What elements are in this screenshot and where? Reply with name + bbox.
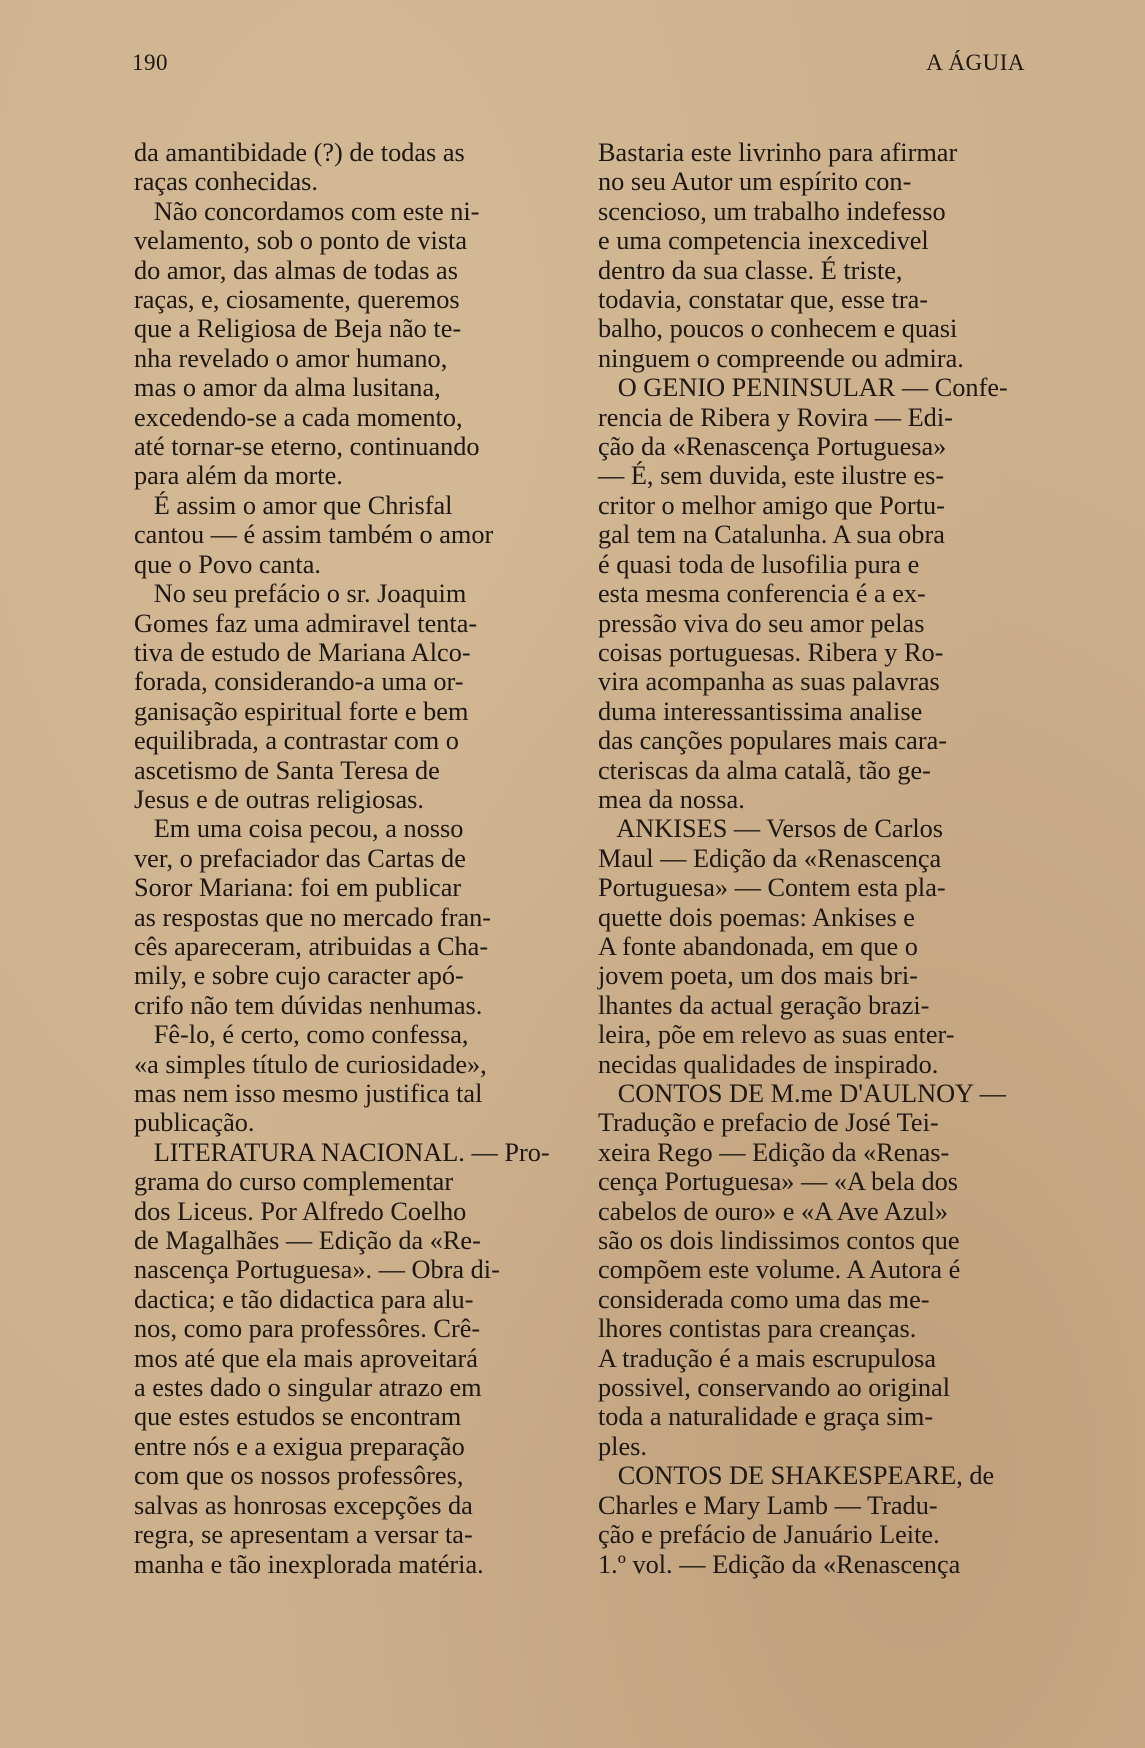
text-line: Gomes faz uma admiravel tenta-	[134, 608, 478, 638]
text-line: que a Religiosa de Beja não te-	[134, 314, 462, 344]
text-line: critor o melhor amigo que Portu-	[598, 490, 945, 520]
text-line: forada, considerando-a uma or-	[134, 667, 464, 697]
text-line: xeira Rego — Edição da «Renas-	[598, 1137, 950, 1167]
text-line: mily, e sobre cujo caracter apó-	[134, 961, 464, 991]
text-line: gal tem na Catalunha. A sua obra	[598, 520, 945, 550]
text-line: Jesus e de outras religiosas.	[134, 784, 424, 814]
text-line: no seu Autor um espírito con-	[598, 167, 912, 197]
text-line: — É, sem duvida, este ilustre es-	[598, 461, 945, 491]
text-line: ganisação espiritual forte e bem	[134, 696, 469, 726]
text-line: possivel, conservando ao original	[598, 1373, 951, 1403]
text-line: tiva de estudo de Mariana Alco-	[134, 637, 471, 667]
text-line: «a simples título de curiosidade»,	[134, 1049, 487, 1079]
text-line: ninguem o compreende ou admira.	[598, 343, 964, 373]
text-line: É assim o amor que Chrisfal	[134, 490, 453, 520]
text-line: No seu prefácio o sr. Joaquim	[134, 579, 467, 609]
text-line: ascetismo de Santa Teresa de	[134, 755, 440, 785]
text-line: nos, como para professôres. Crê-	[134, 1314, 481, 1344]
text-line: toda a naturalidade e graça sim-	[598, 1402, 934, 1432]
text-line: Charles e Mary Lamb — Tradu-	[598, 1490, 938, 1520]
text-line: cença Portuguesa» — «A bela dos	[598, 1167, 959, 1197]
text-line: mos até que ela mais aproveitará	[134, 1343, 478, 1373]
text-line: pressão viva do seu amor pelas	[598, 608, 925, 638]
text-line: necidas qualidades de inspirado.	[598, 1049, 939, 1079]
text-line: CONTOS DE SHAKESPEARE, de	[598, 1461, 995, 1491]
text-line: as respostas que no mercado fran-	[134, 902, 492, 932]
text-line: que o Povo canta.	[134, 549, 321, 579]
text-line: vira acompanha as suas palavras	[598, 667, 940, 697]
text-line: nascença Portuguesa». — Obra di-	[134, 1255, 500, 1285]
text-line: do amor, das almas de todas as	[134, 255, 458, 285]
text-line: Portuguesa» — Contem esta pla-	[598, 873, 946, 903]
text-line: scencioso, um trabalho indefesso	[598, 196, 946, 226]
page-number: 190	[132, 50, 168, 75]
text-line: salvas as honrosas excepções da	[134, 1490, 473, 1520]
text-line: A tradução é a mais escrupulosa	[598, 1343, 937, 1373]
text-line: crifo não tem dúvidas nenhumas.	[134, 990, 483, 1020]
text-line: a estes dado o singular atrazo em	[134, 1373, 482, 1403]
text-line: cantou — é assim também o amor	[134, 520, 494, 550]
text-line: dentro da sua classe. É triste,	[598, 255, 903, 285]
text-line: quette dois poemas: Ankises e	[598, 902, 915, 932]
text-line: Não concordamos com este ni-	[134, 196, 480, 226]
text-line: para além da morte.	[134, 461, 343, 491]
text-line: equilibrada, a contrastar com o	[134, 726, 459, 756]
text-line: Tradução e prefacio de José Tei-	[598, 1108, 939, 1138]
text-line: ção e prefácio de Januário Leite.	[598, 1520, 940, 1550]
text-line: jovem poeta, um dos mais bri-	[598, 961, 918, 991]
text-line: dos Liceus. Por Alfredo Coelho	[134, 1196, 467, 1226]
text-line: CONTOS DE M.me D'AULNOY —	[598, 1079, 1006, 1108]
text-line: esta mesma conferencia é a ex-	[598, 579, 926, 609]
text-line: ANKISES — Versos de Carlos	[598, 814, 944, 844]
text-line: manha e tão inexplorada matéria.	[134, 1549, 484, 1579]
text-line: O GENIO PENINSULAR — Confe-	[598, 373, 1008, 403]
text-line: Bastaria este livrinho para afirmar	[598, 138, 958, 167]
text-line: Fê-lo, é certo, como confessa,	[134, 1020, 469, 1050]
text-line: dactica; e tão didactica para alu-	[134, 1284, 474, 1314]
text-line: ples.	[598, 1431, 647, 1461]
text-line: da amantibidade (?) de todas as	[134, 138, 465, 167]
text-line: rencia de Ribera y Rovira — Edi-	[598, 402, 953, 432]
text-line: velamento, sob o ponto de vista	[134, 226, 468, 256]
text-line: de Magalhães — Edição da «Re-	[134, 1226, 481, 1256]
text-line: lhantes da actual geração brazi-	[598, 990, 930, 1020]
text-line: A fonte abandonada, em que o	[598, 931, 918, 961]
text-line: nha revelado o amor humano,	[134, 343, 448, 373]
text-line: ção da «Renascença Portuguesa»	[598, 432, 947, 462]
text-line: até tornar-se eterno, continuando	[134, 432, 480, 462]
text-line: regra, se apresentam a versar ta-	[134, 1520, 473, 1550]
text-line: coisas portuguesas. Ribera y Ro-	[598, 637, 944, 667]
text-line: mea da nossa.	[598, 784, 745, 814]
text-line: é quasi toda de lusofilia pura e	[598, 549, 920, 579]
text-line: excedendo-se a cada momento,	[134, 402, 463, 432]
text-line: leira, põe em relevo as suas enter-	[598, 1020, 955, 1050]
text-line: Em uma coisa pecou, a nosso	[134, 814, 464, 844]
text-line: todavia, constatar que, esse tra-	[598, 285, 929, 315]
text-line: duma interessantissima analise	[598, 696, 923, 726]
text-line: balho, poucos o conhecem e quasi	[598, 314, 958, 344]
text-line: cteriscas da alma catalã, tão ge-	[598, 755, 931, 785]
left-column	[134, 138, 560, 1579]
text-line: que estes estudos se encontram	[134, 1402, 462, 1432]
text-line: ver, o prefaciador das Cartas de	[134, 843, 466, 873]
running-head: A ÁGUIA	[926, 50, 1025, 75]
text-line: e uma competencia inexcedivel	[598, 226, 929, 256]
text-line: grama do curso complementar	[134, 1167, 454, 1197]
text-line: raças, e, ciosamente, queremos	[134, 285, 460, 315]
text-line: considerada como uma das me-	[598, 1284, 930, 1314]
text-line: LITERATURA NACIONAL. — Pro-	[134, 1137, 550, 1167]
text-line: publicação.	[134, 1108, 255, 1138]
text-line: das canções populares mais cara-	[598, 726, 947, 756]
text-line: raças conhecidas.	[134, 167, 318, 197]
text-line: 1.º vol. — Edição da «Renascença	[598, 1549, 961, 1579]
text-line: lhores contistas para creanças.	[598, 1314, 917, 1344]
text-line: com que os nossos professôres,	[134, 1461, 464, 1491]
text-line: entre nós e a exigua preparação	[134, 1431, 465, 1461]
text-line: compõem este volume. A Autora é	[598, 1255, 961, 1285]
text-line: Soror Mariana: foi em publicar	[134, 873, 462, 903]
text-line: Maul — Edição da «Renascença	[598, 843, 942, 873]
text-line: são os dois lindissimos contos que	[598, 1226, 960, 1256]
text-line: mas nem isso mesmo justifica tal	[134, 1079, 483, 1108]
page-header	[132, 50, 1025, 84]
text-line: cabelos de ouro» e «A Ave Azul»	[598, 1196, 949, 1226]
text-line: mas o amor da alma lusitana,	[134, 373, 441, 403]
right-column	[598, 138, 1028, 1579]
text-line: cês apareceram, atribuidas a Cha-	[134, 931, 489, 961]
